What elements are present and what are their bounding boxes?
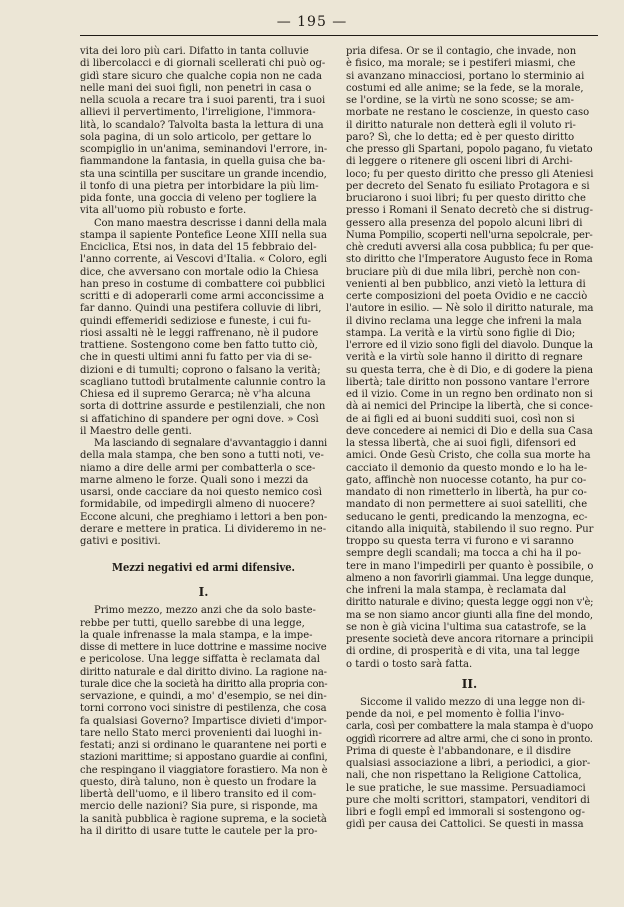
text-line: turale dice che la società ha diritto alla propria con- <box>80 678 328 690</box>
text-line: almeno a non favorirli giammai. Una legge dunque, <box>346 572 594 584</box>
text-line: Siccome il valido mezzo di una legge non di- <box>360 696 586 708</box>
text-line: Chiesa ed il supremo Gerarca; nè v'ha alcuna <box>80 389 311 400</box>
text-line: bruciarono i suoi libri; fu per questo diritto che <box>346 193 586 204</box>
text-line: scagliano tuttodì brutalmente calunnie contro la <box>80 376 326 388</box>
section-numeral: I. <box>198 585 209 600</box>
text-line: e pericolose. Una legge siffatta è reclamata dal <box>80 654 320 666</box>
text-line: gato, affinchè non nuocesse cotanto, ha pur co- <box>346 474 587 486</box>
text-line: allievi il pervertimento, l'irreligione, l'immora- <box>80 107 316 119</box>
text-line: loco; fu per questo diritto che presso gli Ateniesi <box>346 168 594 180</box>
text-line: vita dei loro più cari. Difatto in tanta colluvie <box>80 46 309 57</box>
text-line: certe composizioni del poeta Ovidio e ne cacciò <box>346 291 588 302</box>
text-line: la sanità pubblica è ragione suprema, e la società <box>80 813 327 825</box>
text-line: dizioni e di tumulti; coprono o falsano la verità; <box>80 364 321 376</box>
text-line: pende da noi, e pel momento è follia l'invo- <box>346 709 565 720</box>
text-line: le sue pratiche, le sue massime. Persuadiamoci <box>346 782 586 794</box>
text-line: mercio delle nazioni? Sia pure, si risponde, ma <box>80 801 318 813</box>
text-line: Primo mezzo, mezzo anzi che da solo baste- <box>94 605 316 617</box>
text-line: amici. Onde Gesù Cristo, che colla sua morte ha <box>346 450 591 462</box>
text-line: deve concedere ai nemici di Dio e della sua Casa <box>346 425 593 437</box>
text-line: dice, che avversano con mortale odio la Chiesa <box>80 266 319 278</box>
text-line: ed il vizio. Come in un regno ben ordinato non si <box>346 389 593 400</box>
text-line: Prima di queste è l'abbandonare, e il disdire <box>346 745 571 757</box>
text-line: formidabile, od impedirgli almeno di nuocere? <box>80 499 316 511</box>
text-line: questo, dirà taluno, non è questo un frodare la <box>80 776 317 788</box>
text-line: lità, lo scandalo? Talvolta basta la lettura di una <box>80 119 324 131</box>
text-line: niamo a dire delle armi per combatterla o sce- <box>80 462 316 474</box>
text-line: Enciclica, Etsi nos, in data del 15 febbraio del- <box>80 242 317 253</box>
text-line: scritti e di adoperarli come armi acconcissime a <box>80 291 325 302</box>
text-line: Ma lasciando di segnalare d'avvantaggio i danni <box>94 438 327 449</box>
text-line: l'anno corrente, ai Vescovi d'Italia. « Coloro, egli <box>80 254 328 266</box>
section-heading: Mezzi negativi ed armi difensive. <box>111 561 295 575</box>
text-line: si affatichino di spandere per ogni dove. » Così <box>80 413 319 425</box>
text-line: pure che molti scrittori, stampatori, venditori di <box>346 794 590 806</box>
text-line: la quale infrenasse la mala stampa, e la impe- <box>80 629 313 641</box>
text-line: citando alla iniquità, stabilendo il suo regno. Pur <box>346 523 594 535</box>
text-line: diritto naturale e dal diritto divino. La ragione na- <box>80 666 327 678</box>
text-line: pria difesa. Or se il contagio, che invade, non <box>346 46 577 57</box>
text-line: disse di mettere in luce dottrine e massime nocive <box>80 642 327 653</box>
text-line: se non è già vicina l'ultima sua catastrofe, se la <box>346 621 587 633</box>
text-line: se l'ordine, se la virtù ne sono scosse; se am- <box>346 95 574 106</box>
text-line: nella scuola a recare tra i suoi parenti, tra i suoi <box>80 95 326 106</box>
text-line: quindi effemeridi sediziose e funeste, i cui fu- <box>80 315 312 327</box>
text-line: costumi ed alle anime; se la fede, se la morale, <box>346 82 584 94</box>
text-line: il tonfo di una pietra per intorbidare la più lim- <box>80 180 319 192</box>
text-line: di libercolacci e di giornali scellerati chi può og- <box>80 58 326 70</box>
text-line: ha il diritto di usare tutte le cautele per la pro- <box>80 825 318 837</box>
text-line: stampa. La verità e la virtù sono figlie di Dio; <box>346 327 576 339</box>
paragraph <box>80 46 327 218</box>
text-line: il diritto naturale non detterà egli il voluto ri- <box>346 119 576 131</box>
text-line: pida fonte, una goccia di veleno per togliere la <box>80 193 317 204</box>
text-line: derare e mettere in pratica. Li divideremo in ne- <box>80 523 327 535</box>
text-line: che infreni la mala stampa, è reclamata dal <box>346 585 567 596</box>
text-line: sto diritto che l'Imperatore Augusto fece in Roma <box>346 254 593 266</box>
text-line: festati; anzi si ordinano le quarantene nei porti e <box>80 740 327 751</box>
page-number: — 195 — <box>276 14 348 30</box>
text-line: servazione, e quindi, a mo' d'esempio, se nei din- <box>80 691 327 702</box>
text-line: cacciato il demonio da questo mondo e lo ha le- <box>346 462 588 474</box>
left-column <box>80 46 327 838</box>
text-line: presso i Romani il Senato decretò che si distrug- <box>346 205 593 217</box>
text-line: tare nello Stato merci provenienti dai luoghi in- <box>80 727 322 739</box>
text-line: dà ai nemici del Principe la libertà, che si conce- <box>346 401 593 413</box>
text-line: Con mano maestra descrisse i danni della mala <box>94 217 327 229</box>
paragraph <box>80 218 327 439</box>
text-line: è fisico, ma morale; se i pestiferi miasmi, che <box>346 58 576 70</box>
paragraph <box>80 605 327 838</box>
text-line: gidì per causa dei Cattolici. Se questi in massa <box>346 819 584 831</box>
right-column <box>346 46 593 832</box>
text-line: sta una scintilla per suscitare un grande incendio, <box>80 168 327 180</box>
paragraph <box>346 697 593 832</box>
text-line: qualsiasi associazione a libri, a periodici, a gior- <box>346 758 591 769</box>
paragraph <box>346 46 593 671</box>
text-line: chè creduti avversi alla cosa pubblica; fu per que- <box>346 242 594 253</box>
text-line: su questa terra, che è di Dio, e di godere la piena <box>346 364 593 376</box>
text-line: Eccone alcuni, che preghiamo i lettori a ben pon- <box>80 511 328 523</box>
text-line: scompiglio in un'anima, seminandovi l'errore, in- <box>80 144 328 155</box>
text-line: per decreto del Senato fu esiliato Protagora e si <box>346 180 590 192</box>
text-line: torni corrono voci sinistre di pestilenza, che cosa <box>80 703 327 715</box>
text-line: fiammandone la fantasia, in quella guisa che ba- <box>80 156 326 168</box>
text-line: stampa il sapiente Pontefice Leone XIII nella sua <box>80 229 327 241</box>
text-line: mandato di non rimetterlo in libertà, ha pur co- <box>346 487 587 498</box>
text-line: che respingano il viaggiatore forastiero. Ma non è <box>80 764 328 776</box>
text-line: l'errore ed il vizio sono figli del diavolo. Dunque la <box>346 340 593 351</box>
text-line: usarsi, onde cacciare da noi questo nemico così <box>80 487 323 498</box>
text-line: il divino reclama una legge che infreni la mala <box>346 315 582 327</box>
text-line: gativi e positivi. <box>80 536 161 547</box>
text-line: trattiene. Sostengono come ben fatto tutto ciò, <box>80 340 318 351</box>
text-line: stazioni marittime; si appostano guardie ai confini, <box>80 752 328 764</box>
text-line: carla, così per combattere la mala stampa è d'uopo <box>346 721 593 733</box>
text-line: gidì stare sicuro che qualche copia non ne cada <box>80 70 322 82</box>
text-line: il Maestro delle genti. <box>80 425 192 437</box>
text-line: vita all'uomo più robusto e forte. <box>80 205 247 217</box>
text-line: far danno. Quindi una pestifera colluvie di libri, <box>80 303 322 315</box>
text-line: oggidì ricorrere ad altre armi, che ci sono in pronto. <box>346 733 593 745</box>
text-line: che in questi ultimi anni fu fatto per via di se- <box>80 352 312 364</box>
text-line: ma se non siamo ancor giunti alla fine del mondo, <box>346 609 593 621</box>
header-rule <box>80 35 598 36</box>
text-line: sempre degli scandali; ma tocca a chi ha il po- <box>346 548 582 560</box>
text-line: verità e la virtù sole hanno il diritto di regnare <box>346 352 583 364</box>
text-line: o tardi o tosto sarà fatta. <box>346 658 473 670</box>
text-line: di leggere o ritenere gli osceni libri di Archi- <box>346 156 573 168</box>
text-line: sola pagina, di un solo articolo, per gettare lo <box>80 131 312 143</box>
text-line: paro? Sì, che lo detta; ed è per questo diritto <box>346 131 575 143</box>
text-line: nelle mani dei suoi figli, non penetri in casa o <box>80 82 312 94</box>
text-line: della mala stampa, che ben sono a tutti noti, ve- <box>80 450 324 462</box>
text-line: rebbe per tutti, quello sarebbe di una legge, <box>80 617 305 629</box>
text-line: nali, che non rispettano la Religione Cattolica, <box>346 770 582 782</box>
text-line: fa qualsiasi Governo? Impartisce divieti d'impor- <box>80 715 327 727</box>
text-line: diritto naturale e divino; questa legge oggi non v'è; <box>346 597 594 609</box>
text-line: libri e fogli empî ed immorali si sostengono og- <box>346 807 585 818</box>
text-line: gessero alla presenza del popolo alcuni libri di <box>346 217 583 229</box>
text-line: di ordine, di prosperità e di vita, una tal legge <box>346 646 580 658</box>
text-line: l'autore in esilio. — Nè solo il diritto naturale, ma <box>346 303 594 315</box>
text-line: morbate ne restano le coscienze, in questo caso <box>346 107 590 119</box>
text-line: tere in mano l'impedirli per quanto è possibile, o <box>346 560 594 572</box>
text-line: presente società deve ancora ritornare a principii <box>346 634 594 645</box>
text-line: libertà dell'uomo, e il libero transito ed il com- <box>80 789 317 800</box>
text-line: che presso gli Spartani, popolo pagano, fu vietato <box>346 144 593 155</box>
text-line: marne almeno le forze. Quali sono i mezzi da <box>80 474 309 486</box>
text-line: Numa Pompilio, scoperti nell'urna sepolcrale, per- <box>346 229 593 241</box>
text-line: sorta di dottrine assurde e pestilenziali, che non <box>80 401 326 413</box>
text-line: riosi assalti nè le leggi raffrenano, nè il pudore <box>80 327 319 339</box>
text-line: venienti al ben pubblico, anzi vietò la lettura di <box>346 278 586 290</box>
text-line: seducano le genti, predicando la menzogna, ec- <box>346 511 588 523</box>
text-line: mandato di non permettere ai suoi satelliti, che <box>346 499 588 511</box>
text-line: si avanzano minacciosi, portano lo sterminio ai <box>346 70 585 82</box>
text-line: bruciare più di due mila libri, perchè non con- <box>346 266 581 278</box>
text-line: troppo su questa terra vi furono e vi saranno <box>346 536 574 547</box>
text-line: la stessa libertà, che ai suoi figli, difensori ed <box>346 438 577 449</box>
text-line: han preso in costume di combattere coi pubblici <box>80 278 325 290</box>
text-line: de ai figli ed ai buoni sudditi suoi, così non si <box>346 413 575 425</box>
text-line: libertà; tale diritto non possono vantare l'errore <box>346 376 590 388</box>
section-numeral: II. <box>461 676 478 691</box>
paragraph <box>80 438 327 548</box>
